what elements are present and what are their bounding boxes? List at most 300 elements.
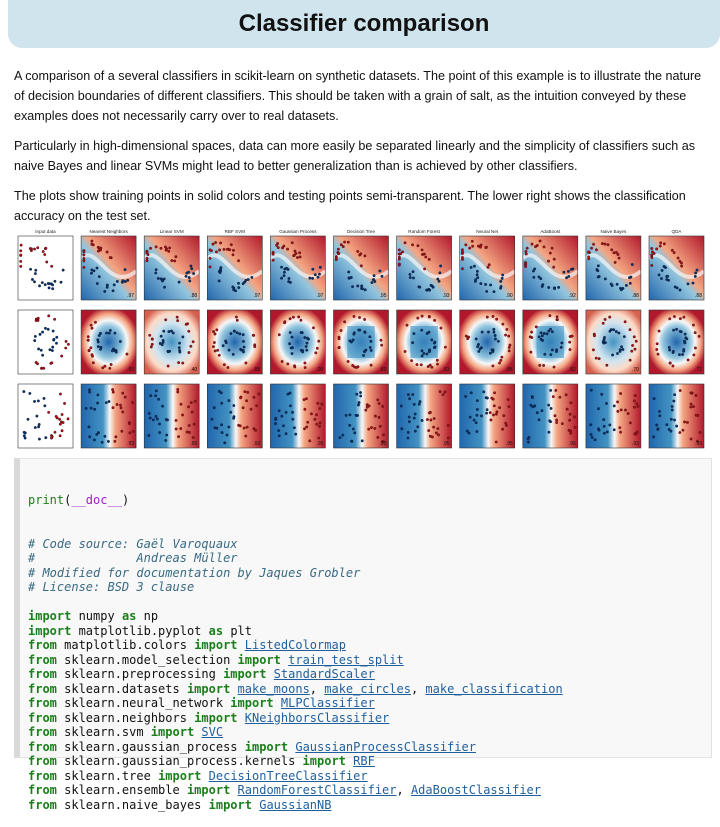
data-point — [106, 286, 109, 289]
data-point — [218, 390, 221, 393]
data-point — [306, 337, 309, 340]
data-point — [670, 418, 673, 421]
data-point — [59, 434, 62, 437]
data-point — [288, 277, 291, 280]
data-point — [212, 345, 215, 348]
data-point — [45, 247, 48, 250]
data-point — [618, 257, 621, 260]
data-point — [230, 332, 233, 335]
decision-surface — [649, 310, 704, 374]
data-point — [291, 411, 294, 414]
data-point — [155, 246, 158, 249]
data-point — [428, 288, 431, 291]
data-point — [398, 249, 401, 252]
data-point — [228, 349, 231, 352]
data-point — [413, 332, 416, 335]
data-point — [549, 328, 552, 331]
decision-surface — [81, 310, 136, 374]
data-point — [650, 247, 653, 250]
data-point — [539, 277, 542, 280]
data-point — [160, 247, 163, 250]
data-point — [623, 335, 626, 338]
data-point — [569, 413, 572, 416]
data-point — [110, 363, 113, 366]
code-line — [28, 798, 711, 813]
data-point — [304, 366, 307, 369]
data-point — [672, 350, 675, 353]
data-point — [605, 402, 608, 405]
data-point — [187, 330, 190, 333]
data-point — [226, 248, 229, 251]
code-token: __doc__ — [71, 493, 122, 507]
data-point — [414, 430, 417, 433]
data-point — [244, 390, 247, 393]
data-point — [478, 350, 481, 353]
code-link[interactable]: train_test_split — [288, 652, 404, 667]
code-token: plt — [223, 623, 252, 638]
data-point — [97, 394, 100, 397]
data-point — [242, 340, 245, 343]
data-point — [280, 266, 283, 269]
data-point — [285, 411, 288, 414]
data-point — [404, 241, 407, 244]
data-point — [630, 350, 633, 353]
accuracy-score: .80 — [379, 367, 387, 373]
data-point — [161, 343, 164, 346]
data-point — [684, 342, 687, 345]
data-point — [591, 436, 594, 439]
data-point — [230, 243, 233, 246]
code-token: import — [302, 754, 346, 768]
data-point — [111, 388, 114, 391]
data-point — [239, 333, 242, 336]
title-banner — [8, 0, 720, 48]
data-point — [436, 278, 439, 281]
data-point — [353, 432, 356, 435]
data-point — [361, 288, 364, 291]
data-point — [93, 408, 96, 411]
data-point — [406, 324, 409, 327]
data-point — [285, 432, 288, 435]
data-point — [356, 285, 359, 288]
data-point — [573, 416, 576, 419]
data-point — [194, 400, 197, 403]
data-point — [486, 316, 489, 319]
code-token: sklearn.gaussian_process — [56, 739, 245, 754]
data-point — [433, 417, 436, 420]
code-line — [28, 725, 711, 740]
data-point — [109, 256, 112, 259]
data-point — [44, 327, 47, 330]
data-point — [188, 351, 191, 354]
code-link[interactable]: ListedColormap — [244, 638, 346, 652]
data-point — [214, 241, 217, 244]
data-point — [364, 409, 367, 412]
data-point — [116, 280, 119, 283]
accuracy-score: .93 — [442, 293, 450, 299]
data-point — [272, 253, 275, 256]
code-link[interactable]: AdaBoostClassifier — [410, 783, 541, 797]
data-point — [87, 339, 90, 342]
data-point — [400, 405, 403, 408]
data-point — [192, 436, 195, 439]
data-point — [83, 254, 86, 257]
data-point — [305, 349, 308, 352]
data-point — [228, 426, 231, 429]
code-line — [28, 682, 711, 697]
data-point — [232, 253, 235, 256]
data-point — [33, 280, 36, 283]
data-point — [650, 256, 653, 259]
data-point — [627, 412, 630, 415]
data-point — [188, 276, 191, 279]
data-point — [340, 243, 343, 246]
data-point — [497, 340, 500, 343]
data-point — [491, 349, 494, 352]
code-lines — [28, 493, 711, 812]
data-point — [436, 359, 439, 362]
code-token: import — [194, 638, 238, 652]
data-point — [349, 414, 352, 417]
data-point — [154, 272, 157, 275]
data-point — [148, 412, 151, 415]
code-line — [28, 580, 711, 595]
data-point — [233, 415, 236, 418]
data-point — [51, 287, 54, 290]
data-point — [176, 319, 179, 322]
data-point — [190, 345, 193, 348]
code-link[interactable]: RBF — [353, 754, 375, 768]
data-point — [495, 441, 498, 444]
accuracy-score: .93 — [695, 441, 702, 447]
data-point — [501, 274, 504, 277]
data-point — [284, 320, 287, 323]
data-point — [493, 391, 496, 394]
data-point — [291, 241, 294, 244]
data-point — [114, 440, 117, 443]
classifier-panel — [586, 236, 641, 300]
data-point — [380, 339, 383, 342]
data-point — [690, 392, 693, 395]
data-point — [350, 440, 353, 443]
data-point — [429, 411, 432, 414]
data-point — [619, 426, 622, 429]
data-point — [93, 269, 96, 272]
data-point — [190, 401, 193, 404]
data-point — [209, 266, 212, 269]
column-title: Linear SVM — [159, 229, 184, 234]
accuracy-score: .97 — [253, 293, 261, 299]
data-point — [364, 289, 367, 292]
data-point — [418, 403, 421, 406]
data-point — [633, 336, 636, 339]
accuracy-score: .95 — [316, 441, 324, 447]
data-point — [258, 393, 261, 396]
data-point — [245, 279, 248, 282]
data-point — [63, 402, 66, 405]
data-point — [306, 342, 309, 345]
code-link[interactable]: make_circles — [324, 681, 411, 696]
data-point — [485, 412, 488, 415]
data-point — [561, 422, 564, 425]
data-point — [507, 398, 510, 401]
data-point — [409, 276, 412, 279]
data-point — [296, 256, 299, 259]
data-point — [657, 428, 660, 431]
accuracy-score: .90 — [505, 293, 513, 299]
data-point — [482, 391, 485, 394]
data-point — [221, 431, 224, 434]
classifier-panel — [523, 384, 578, 448]
data-point — [95, 433, 98, 436]
data-point — [597, 264, 600, 267]
code-token — [201, 769, 208, 783]
data-point — [694, 331, 697, 334]
data-point — [294, 250, 297, 253]
data-point — [232, 249, 235, 252]
data-point — [166, 419, 169, 422]
data-point — [619, 392, 622, 395]
data-point — [300, 331, 303, 334]
data-point — [461, 248, 464, 251]
data-point — [98, 275, 101, 278]
data-point — [631, 263, 634, 266]
data-point — [422, 352, 425, 355]
data-point — [370, 364, 373, 367]
data-point — [37, 348, 40, 351]
data-point — [300, 319, 303, 322]
accuracy-score: .95 — [190, 441, 198, 447]
data-point — [167, 365, 170, 368]
data-point — [245, 399, 248, 402]
code-link[interactable]: MLPClassifier — [280, 696, 375, 710]
data-point — [464, 395, 467, 398]
data-point — [42, 250, 45, 253]
data-point — [358, 401, 361, 404]
panel-background — [18, 236, 73, 300]
code-token: # Code source: Gaël Varoquaux — [28, 536, 238, 551]
data-point — [317, 340, 320, 343]
data-point — [500, 285, 503, 288]
data-point — [437, 427, 440, 430]
data-point — [476, 414, 479, 417]
data-point — [527, 441, 530, 444]
code-link[interactable]: GaussianProcessClassifier — [295, 739, 476, 754]
data-point — [214, 427, 217, 430]
data-point — [149, 247, 152, 250]
data-point — [155, 415, 158, 418]
data-point — [19, 254, 22, 257]
data-point — [501, 356, 504, 359]
data-point — [27, 418, 30, 421]
data-point — [242, 406, 245, 409]
data-point — [602, 342, 605, 345]
accuracy-score: .95 — [505, 441, 513, 447]
decision-surface — [586, 236, 641, 300]
data-point — [48, 282, 51, 285]
column-title: QDA — [671, 229, 682, 234]
data-point — [55, 415, 58, 418]
data-point — [570, 268, 573, 271]
data-point — [220, 423, 223, 426]
data-point — [35, 361, 38, 364]
code-token: sklearn.model_selection — [56, 652, 238, 667]
accuracy-score: .95 — [379, 441, 387, 447]
data-point — [374, 415, 377, 418]
data-point — [491, 397, 494, 400]
code-line — [28, 522, 711, 537]
code-line — [28, 754, 711, 769]
code-link[interactable]: RandomForestClassifier — [237, 783, 397, 797]
code-link[interactable]: make_moons — [237, 681, 310, 696]
data-point — [64, 347, 67, 350]
code-link[interactable]: GaussianNB — [259, 797, 332, 812]
data-point — [348, 424, 351, 427]
data-point — [693, 354, 696, 357]
data-point — [426, 418, 429, 421]
data-point — [172, 332, 175, 335]
data-point — [252, 334, 255, 337]
plot-legend-paragraph: The plots show training points in solid colors and testing points semi-transparent. The lower right shows the classification accuracy on the test set. — [14, 189, 686, 223]
code-token: , — [309, 681, 325, 696]
code-token: import — [230, 696, 274, 710]
data-point — [190, 265, 193, 268]
data-point — [547, 286, 550, 289]
code-link[interactable]: make_classification — [425, 681, 563, 696]
code-token: numpy — [71, 609, 122, 623]
data-point — [494, 338, 497, 341]
data-point — [34, 272, 37, 275]
data-point — [298, 251, 301, 254]
data-point — [461, 252, 464, 255]
data-point — [129, 432, 132, 435]
code-link[interactable]: DecisionTreeClassifier — [208, 768, 368, 783]
data-point — [679, 431, 682, 434]
data-point — [431, 436, 434, 439]
data-point — [549, 389, 552, 392]
data-point — [164, 318, 167, 321]
data-point — [476, 430, 479, 433]
data-point — [659, 242, 662, 245]
data-point — [438, 280, 441, 283]
data-point — [147, 434, 150, 437]
data-point — [345, 414, 348, 417]
code-line — [28, 667, 711, 682]
data-point — [487, 331, 490, 334]
data-point — [105, 401, 108, 404]
data-point — [236, 319, 239, 322]
data-point — [616, 401, 619, 404]
data-point — [237, 282, 240, 285]
data-point — [99, 348, 102, 351]
data-point — [283, 274, 286, 277]
data-point — [309, 277, 312, 280]
data-point — [546, 333, 549, 336]
data-point — [350, 341, 353, 344]
data-point — [530, 351, 533, 354]
data-point — [489, 284, 492, 287]
decision-surface — [523, 236, 578, 300]
data-point — [486, 408, 489, 411]
data-point — [209, 249, 212, 252]
data-point — [685, 337, 688, 340]
data-point — [465, 244, 468, 247]
data-point — [412, 277, 415, 280]
data-point — [530, 404, 533, 407]
data-point — [617, 410, 620, 413]
data-point — [149, 417, 152, 420]
data-point — [527, 438, 530, 441]
data-point — [413, 403, 416, 406]
data-point — [321, 403, 324, 406]
data-point — [45, 261, 48, 264]
data-point — [409, 273, 412, 276]
data-point — [171, 259, 174, 262]
data-point — [363, 318, 366, 321]
code-token: from — [28, 681, 57, 696]
data-point — [122, 279, 125, 282]
code-link[interactable]: KNeighborsClassifier — [244, 710, 390, 725]
data-point — [553, 287, 556, 290]
data-point — [20, 244, 23, 247]
data-point — [548, 431, 551, 434]
data-point — [340, 329, 343, 332]
data-point — [661, 269, 664, 272]
classifier-panel — [523, 236, 578, 300]
data-point — [62, 421, 65, 424]
data-point — [61, 429, 64, 432]
data-point — [376, 436, 379, 439]
data-point — [162, 330, 165, 333]
data-point — [29, 268, 32, 271]
data-point — [342, 245, 345, 248]
data-point — [604, 278, 607, 281]
data-point — [427, 429, 430, 432]
data-point — [419, 400, 422, 403]
intro-paragraph: A comparison of a several classifiers in scikit-learn on synthetic datasets. The point of this example is to illustrate the nature of decision boundaries of different classifiers. This should be taken with a grain of salt, as the intuition conveyed by these examples does not necessarily carry over to real datasets. — [14, 69, 702, 123]
tree-region — [537, 326, 565, 358]
data-point — [612, 328, 615, 331]
code-link[interactable]: SVC — [201, 725, 224, 739]
code-token: # Andreas Müller — [28, 551, 238, 565]
data-point — [162, 339, 165, 342]
data-point — [242, 333, 245, 336]
data-point — [228, 399, 231, 402]
data-point — [416, 425, 419, 428]
code-link[interactable]: StandardScaler — [273, 667, 375, 681]
data-point — [609, 330, 612, 333]
data-point — [289, 331, 292, 334]
data-point — [51, 349, 54, 352]
classifier-panel — [270, 310, 325, 374]
data-point — [608, 316, 611, 319]
data-point — [401, 251, 404, 254]
data-point — [231, 286, 234, 289]
data-point — [214, 350, 217, 353]
data-point — [499, 280, 502, 283]
data-point — [88, 435, 91, 438]
code-token: ) — [121, 493, 130, 507]
data-point — [555, 348, 558, 351]
data-point — [185, 323, 188, 326]
data-point — [659, 414, 662, 417]
data-point — [299, 256, 302, 259]
data-point — [289, 404, 292, 407]
data-point — [535, 326, 538, 329]
data-point — [379, 270, 382, 273]
data-point — [112, 289, 115, 292]
data-point — [680, 265, 683, 268]
